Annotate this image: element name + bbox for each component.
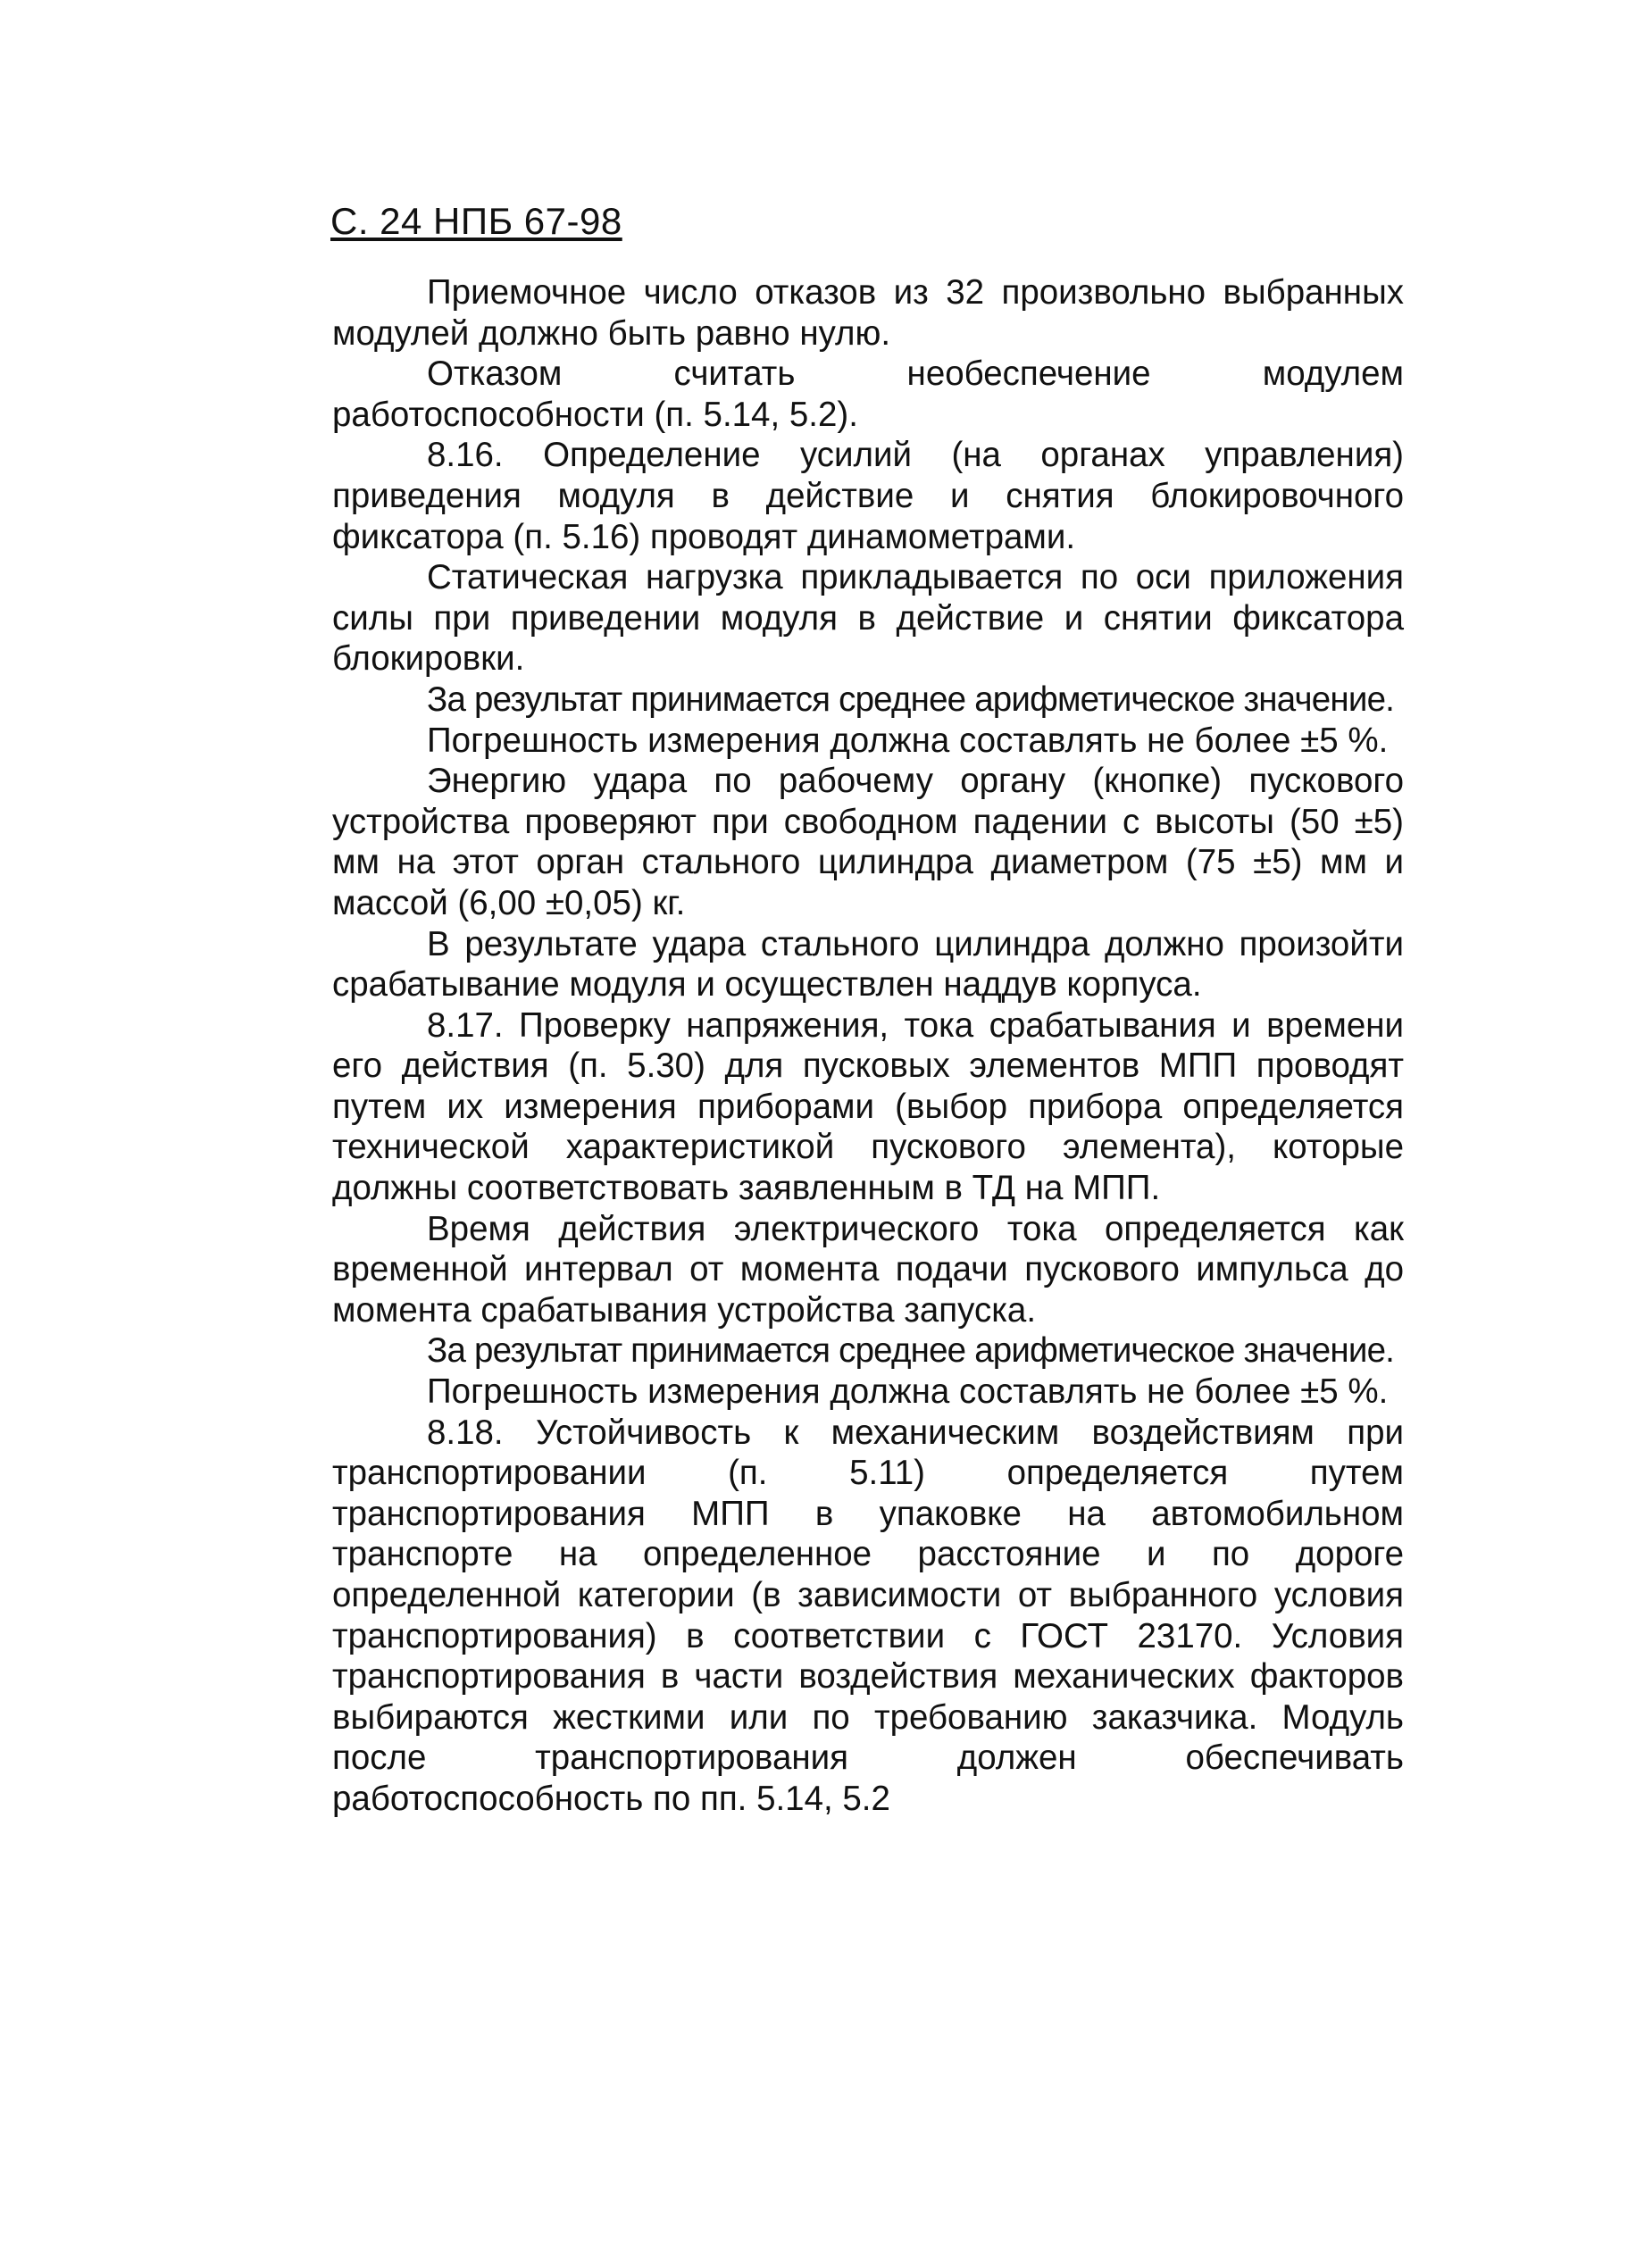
paragraph: Приемочное число отказов из 32 произвольно выбранных модулей должно быть равно нулю. bbox=[332, 273, 1404, 353]
paragraph: Погрешность измерения должна составлять не более ±5 %. bbox=[427, 1372, 1389, 1412]
paragraph: За результат принимается среднее арифметическое значение. bbox=[427, 1331, 1395, 1371]
paragraph: 8.18. Устойчивость к механическим воздействиям при транспортировании (п. 5.11) определяется путем транспортирования МПП в упаковке на автомобильном транспорте на определенное расстояние и по дороге определенной категории (в зависимости от выбранного условия транспортирования) в соответствии с ГОСТ 23170. Условия транспортирования в части воздействия механических факторов выбираются жесткими или по требованию заказчика. Модуль после транспортирования должен обеспечивать работоспособность по пп. 5.14, 5.2 bbox=[332, 1413, 1404, 1818]
body-text bbox=[332, 272, 1404, 1820]
page-header: С. 24 НПБ 67-98 bbox=[330, 200, 622, 242]
paragraph: За результат принимается среднее арифметическое значение. bbox=[427, 680, 1395, 719]
paragraph: Время действия электрического тока определяется как временной интервал от момента подачи пускового импульса до момента срабатывания устройства запуска. bbox=[332, 1209, 1404, 1330]
paragraph: Отказом считать необеспечение модулем работоспособности (п. 5.14, 5.2). bbox=[332, 354, 1404, 434]
paragraph: 8.17. Проверку напряжения, тока срабатывания и времени его действия (п. 5.30) для пусковых элементов МПП проводят путем их измерения приборами (выбор прибора определяется технической характеристикой пускового элемента), которые должны соответствовать заявленным в ТД на МПП. bbox=[332, 1005, 1404, 1208]
paragraph: Статическая нагрузка прикладывается по оси приложения силы при приведении модуля в действие и снятии фиксатора блокировки. bbox=[332, 558, 1404, 679]
paragraph: В результате удара стального цилиндра должно произойти срабатывание модуля и осуществлен наддув корпуса. bbox=[332, 924, 1404, 1005]
paragraph: 8.16. Определение усилий (на органах управления) приведения модуля в действие и снятия блокировочного фиксатора (п. 5.16) проводят динамометрами. bbox=[332, 436, 1404, 556]
paragraph: Погрешность измерения должна составлять не более ±5 %. bbox=[427, 721, 1389, 760]
paragraph: Энергию удара по рабочему органу (кнопке) пускового устройства проверяют при свободном падении с высоты (50 ±5) мм на этот орган стального цилиндра диаметром (75 ±5) мм и массой (6,00 ±0,05) кг. bbox=[332, 762, 1404, 922]
